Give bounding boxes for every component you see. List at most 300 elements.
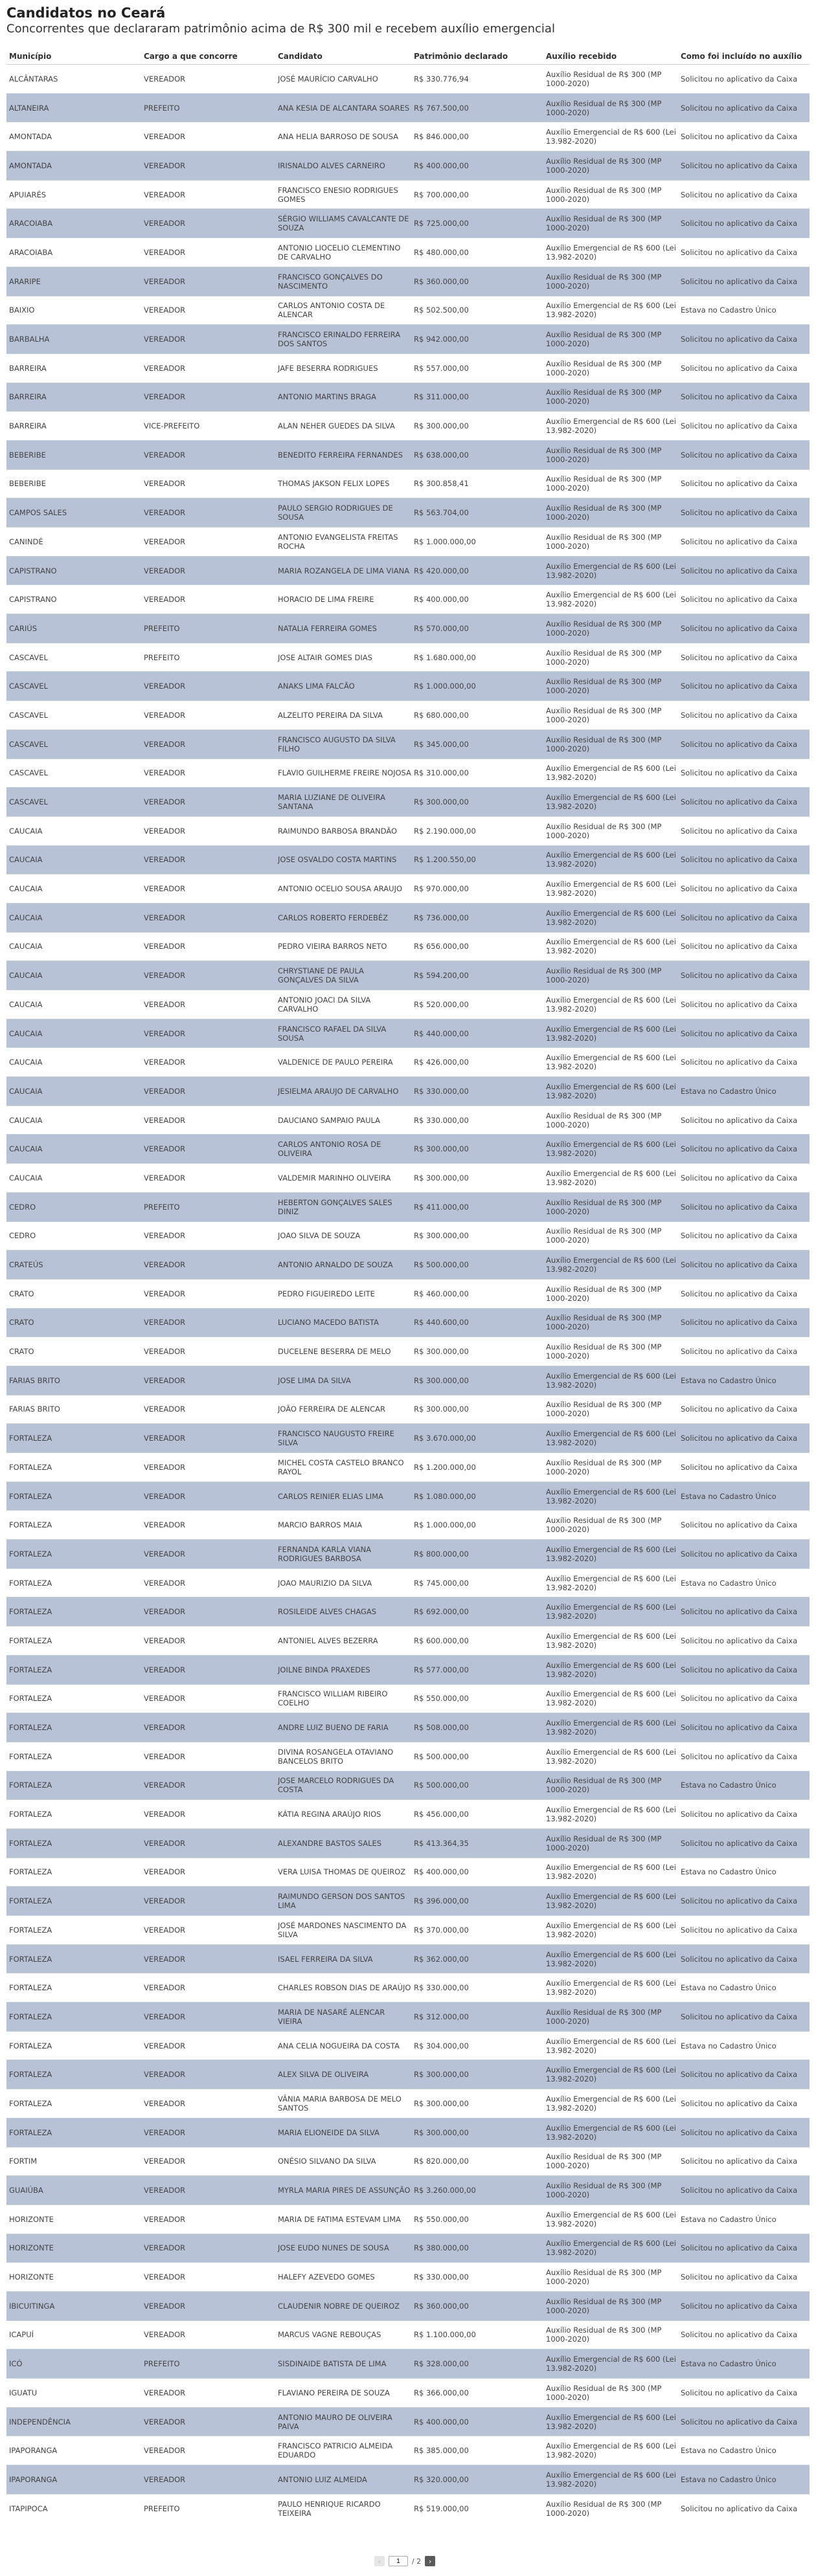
cell-inclusao: Estava no Cadastro Único	[681, 2214, 776, 2224]
cell-patrimonio: R$ 460.000,00	[414, 1289, 469, 1298]
cell-candidato: PAULO HENRIQUE RICARDO TEIXEIRA	[278, 2499, 381, 2518]
cell-cargo: PREFEITO	[144, 103, 180, 113]
cell-auxilio: Auxílio Emergencial de R$ 600 (Lei 13.982-2020)	[546, 1429, 676, 1448]
cell-inclusao: Solicitou no aplicativo da Caixa	[681, 1925, 798, 1935]
cell-auxilio: Auxílio Emergencial de R$ 600 (Lei 13.982-2020)	[546, 1544, 676, 1563]
cell-candidato: FRANCISCO ERINALDO FERREIRA DOS SANTOS	[278, 330, 401, 349]
cell-inclusao: Solicitou no aplicativo da Caixa	[681, 132, 798, 142]
prev-page-button[interactable]	[374, 2556, 385, 2566]
cell-municipio: FORTALEZA	[9, 1781, 52, 1790]
cell-cargo: VEREADOR	[144, 305, 186, 315]
cell-auxilio: Auxílio Residual de R$ 300 (MP 1000-2020)	[546, 1400, 662, 1419]
cell-municipio: FORTALEZA	[9, 1867, 52, 1877]
cell-inclusao: Solicitou no aplicativo da Caixa	[681, 1838, 798, 1848]
cell-candidato: ANTONIO LIOCELIO CLEMENTINO DE CARVALHO	[278, 243, 401, 261]
table-row	[6, 1858, 810, 1887]
table-row	[6, 1163, 810, 1192]
cell-cargo: VEREADOR	[144, 1028, 186, 1038]
cell-auxilio: Auxílio Residual de R$ 300 (MP 1000-2020)	[546, 1458, 662, 1476]
column-header-inclusao[interactable]: Como foi incluído no auxílio	[681, 51, 802, 61]
table-row	[6, 874, 810, 903]
cell-municipio: BARBALHA	[9, 335, 50, 344]
cell-patrimonio: R$ 300.000,00	[414, 1405, 469, 1414]
cell-patrimonio: R$ 440.600,00	[414, 1318, 469, 1327]
cell-candidato: PAULO SERGIO RODRIGUES DE SOUSA	[278, 504, 393, 522]
cell-cargo: VEREADOR	[144, 2272, 186, 2282]
cell-cargo: VEREADOR	[144, 219, 186, 228]
table-row	[6, 2234, 810, 2263]
cell-patrimonio: R$ 330.000,00	[414, 1086, 469, 1096]
cell-municipio: ALCÂNTARAS	[9, 74, 58, 83]
cell-inclusao: Solicitou no aplicativo da Caixa	[681, 1462, 798, 1472]
cell-inclusao: Solicitou no aplicativo da Caixa	[681, 219, 798, 228]
cell-municipio: CAUCAIA	[9, 1028, 43, 1038]
cell-municipio: CAUCAIA	[9, 913, 43, 922]
cell-auxilio: Auxílio Emergencial de R$ 600 (Lei 13.982-2020)	[546, 2412, 676, 2431]
cell-auxilio: Auxílio Emergencial de R$ 600 (Lei 13.982-2020)	[546, 590, 676, 609]
cell-patrimonio: R$ 400.000,00	[414, 2417, 469, 2426]
cell-auxilio: Auxílio Residual de R$ 300 (MP 1000-2020)	[546, 2007, 662, 2026]
cell-municipio: FORTALEZA	[9, 1925, 52, 1935]
cell-inclusao: Solicitou no aplicativo da Caixa	[681, 421, 798, 431]
cell-patrimonio: R$ 577.000,00	[414, 1665, 469, 1674]
cell-auxilio: Auxílio Emergencial de R$ 600 (Lei 13.982-2020)	[546, 908, 676, 927]
cell-candidato: ANTONIO MARTINS BRAGA	[278, 392, 377, 402]
cell-inclusao: Solicitou no aplicativo da Caixa	[681, 566, 798, 575]
cell-patrimonio: R$ 520.000,00	[414, 999, 469, 1009]
cell-municipio: IGUATU	[9, 2388, 38, 2397]
cell-auxilio: Auxílio Emergencial de R$ 600 (Lei 13.982-2020)	[546, 1979, 676, 1997]
cell-cargo: VEREADOR	[144, 2474, 186, 2484]
cell-cargo: VEREADOR	[144, 1983, 186, 1993]
table-row	[6, 2147, 810, 2176]
cell-auxilio: Auxílio Residual de R$ 300 (MP 1000-2020)	[546, 532, 662, 551]
cell-municipio: CASCAVEL	[9, 682, 48, 691]
cell-patrimonio: R$ 426.000,00	[414, 1058, 469, 1067]
cell-municipio: CASCAVEL	[9, 652, 48, 662]
cell-patrimonio: R$ 420.000,00	[414, 566, 469, 575]
cell-inclusao: Estava no Cadastro Único	[681, 1867, 776, 1877]
cell-inclusao: Solicitou no aplicativo da Caixa	[681, 2186, 798, 2195]
cell-inclusao: Solicitou no aplicativo da Caixa	[681, 450, 798, 460]
cell-auxilio: Auxílio Residual de R$ 300 (MP 1000-2020)	[546, 2499, 662, 2518]
table-row	[6, 2002, 810, 2031]
cell-patrimonio: R$ 500.000,00	[414, 1260, 469, 1270]
cell-cargo: VEREADOR	[144, 2446, 186, 2456]
cell-municipio: AMONTADA	[9, 161, 52, 170]
cell-inclusao: Estava no Cadastro Único	[681, 305, 776, 315]
cell-auxilio: Auxílio Emergencial de R$ 600 (Lei 13.982-2020)	[546, 2355, 676, 2373]
cell-municipio: FORTALEZA	[9, 1983, 52, 1993]
cell-inclusao: Solicitou no aplicativo da Caixa	[681, 2157, 798, 2166]
chevron-right-icon: ›	[429, 2557, 432, 2566]
cell-cargo: VEREADOR	[144, 276, 186, 286]
cell-municipio: CAUCAIA	[9, 855, 43, 865]
table-row	[6, 1713, 810, 1742]
cell-municipio: ARACOIABA	[9, 219, 53, 228]
cell-patrimonio: R$ 300.000,00	[414, 1347, 469, 1357]
column-header-patrimonio[interactable]: Patrimônio declarado	[414, 51, 508, 61]
page-number-input[interactable]	[389, 2556, 408, 2566]
table-row	[6, 1828, 810, 1858]
cell-cargo: VEREADOR	[144, 739, 186, 749]
table-row	[6, 440, 810, 469]
cell-municipio: HORIZONTE	[9, 2214, 54, 2224]
cell-candidato: ROSILEIDE ALVES CHAGAS	[278, 1607, 377, 1617]
cell-candidato: JESIELMA ARAUJO DE CARVALHO	[278, 1086, 399, 1096]
cell-inclusao: Solicitou no aplicativo da Caixa	[681, 1289, 798, 1298]
table-row	[6, 411, 810, 440]
cell-patrimonio: R$ 563.704,00	[414, 508, 469, 518]
cell-patrimonio: R$ 1.200.550,00	[414, 855, 476, 865]
cell-municipio: FORTALEZA	[9, 1607, 52, 1617]
table-row	[6, 1423, 810, 1452]
cell-inclusao: Estava no Cadastro Único	[681, 2359, 776, 2369]
cell-cargo: VEREADOR	[144, 392, 186, 402]
cell-patrimonio: R$ 328.000,00	[414, 2359, 469, 2369]
cell-auxilio: Auxílio Residual de R$ 300 (MP 1000-2020)	[546, 619, 662, 638]
cell-inclusao: Solicitou no aplicativo da Caixa	[681, 884, 798, 894]
cell-auxilio: Auxílio Emergencial de R$ 600 (Lei 13.982-2020)	[546, 1168, 676, 1187]
cell-candidato: FRANCISCO PATRICIO ALMEIDA EDUARDO	[278, 2441, 393, 2460]
cell-patrimonio: R$ 800.000,00	[414, 1549, 469, 1559]
cell-inclusao: Solicitou no aplicativo da Caixa	[681, 2301, 798, 2311]
cell-municipio: FORTALEZA	[9, 1434, 52, 1443]
cell-cargo: VEREADOR	[144, 1636, 186, 1645]
cell-patrimonio: R$ 3.670.000,00	[414, 1434, 476, 1443]
cell-cargo: VEREADOR	[144, 1260, 186, 1270]
cell-cargo: VEREADOR	[144, 1751, 186, 1761]
table-row	[6, 296, 810, 325]
cell-municipio: FORTALEZA	[9, 1462, 52, 1472]
cell-cargo: VEREADOR	[144, 710, 186, 720]
cell-patrimonio: R$ 550.000,00	[414, 1694, 469, 1704]
table-row	[6, 1799, 810, 1828]
cell-municipio: FORTALEZA	[9, 1491, 52, 1501]
table-row	[6, 2060, 810, 2089]
cell-auxilio: Auxílio Emergencial de R$ 600 (Lei 13.982-2020)	[546, 793, 676, 812]
cell-patrimonio: R$ 300.000,00	[414, 1173, 469, 1183]
cell-cargo: PREFEITO	[144, 1202, 180, 1212]
cell-inclusao: Solicitou no aplicativo da Caixa	[681, 999, 798, 1009]
cell-municipio: CARIÚS	[9, 623, 37, 633]
cell-municipio: ITAPIPOCA	[9, 2504, 48, 2513]
cell-municipio: CEDRO	[9, 1231, 36, 1241]
cell-cargo: VEREADOR	[144, 797, 186, 807]
cell-inclusao: Solicitou no aplicativo da Caixa	[681, 1751, 798, 1761]
cell-candidato: CHARLES ROBSON DIAS DE ARAÚJO	[278, 1983, 411, 1993]
cell-auxilio: Auxílio Residual de R$ 300 (MP 1000-2020)	[546, 821, 662, 840]
table-row	[6, 1019, 810, 1048]
cell-auxilio: Auxílio Residual de R$ 300 (MP 1000-2020)	[546, 214, 662, 233]
cell-municipio: HORIZONTE	[9, 2243, 54, 2253]
table-row	[6, 845, 810, 874]
table-row	[6, 1192, 810, 1221]
cell-auxilio: Auxílio Emergencial de R$ 600 (Lei 13.982-2020)	[546, 1024, 676, 1043]
cell-inclusao: Solicitou no aplicativo da Caixa	[681, 103, 798, 113]
cell-auxilio: Auxílio Emergencial de R$ 600 (Lei 13.982-2020)	[546, 1920, 676, 1939]
cell-auxilio: Auxílio Residual de R$ 300 (MP 1000-2020)	[546, 445, 662, 464]
cell-cargo: VEREADOR	[144, 2070, 186, 2080]
page-subtitle: Concorrentes que declararam patrimônio acima de R$ 300 mil e recebem auxílio emergencial	[6, 22, 555, 36]
cell-candidato: MARCUS VAGNE REBOUÇAS	[278, 2330, 381, 2340]
cell-candidato: ANA CELIA NOGUEIRA DA COSTA	[278, 2041, 400, 2050]
cell-patrimonio: R$ 767.500,00	[414, 103, 469, 113]
cell-patrimonio: R$ 502.500,00	[414, 305, 469, 315]
table-header	[6, 48, 810, 64]
cell-auxilio: Auxílio Emergencial de R$ 600 (Lei 13.982-2020)	[546, 1256, 676, 1274]
cell-patrimonio: R$ 400.000,00	[414, 1867, 469, 1877]
cell-municipio: INDEPENDÊNCIA	[9, 2417, 71, 2426]
cell-municipio: HORIZONTE	[9, 2272, 54, 2282]
cell-cargo: VEREADOR	[144, 971, 186, 981]
cell-cargo: VEREADOR	[144, 1549, 186, 1559]
cell-cargo: VEREADOR	[144, 1954, 186, 1964]
cell-candidato: MYRLA MARIA PIRES DE ASSUNÇÃO	[278, 2186, 411, 2195]
cell-candidato: VALDEMIR MARINHO OLIVEIRA	[278, 1173, 391, 1183]
table-row	[6, 208, 810, 238]
cell-candidato: LUCIANO MACEDO BATISTA	[278, 1318, 379, 1327]
cell-candidato: SISDINAIDE BATISTA DE LIMA	[278, 2359, 387, 2369]
table-row	[6, 2436, 810, 2465]
cell-patrimonio: R$ 557.000,00	[414, 363, 469, 373]
cell-municipio: FORTALEZA	[9, 1810, 52, 1819]
cell-auxilio: Auxílio Emergencial de R$ 600 (Lei 13.982-2020)	[546, 1892, 676, 1911]
cell-cargo: VEREADOR	[144, 1115, 186, 1125]
cell-cargo: VEREADOR	[144, 247, 186, 257]
table-row	[6, 2118, 810, 2147]
cell-cargo: PREFEITO	[144, 652, 180, 662]
cell-candidato: JAFE BESERRA RODRIGUES	[278, 363, 378, 373]
cell-auxilio: Auxílio Emergencial de R$ 600 (Lei 13.982-2020)	[546, 2036, 676, 2055]
cell-auxilio: Auxílio Residual de R$ 300 (MP 1000-2020)	[546, 388, 662, 406]
cell-municipio: BEBERIBE	[9, 479, 46, 489]
cell-municipio: CAUCAIA	[9, 942, 43, 951]
table-row	[6, 1684, 810, 1713]
cell-inclusao: Solicitou no aplicativo da Caixa	[681, 1665, 798, 1674]
cell-auxilio: Auxílio Emergencial de R$ 600 (Lei 13.982-2020)	[546, 1718, 676, 1737]
cell-candidato: ANA HELIA BARROSO DE SOUSA	[278, 132, 398, 142]
cell-patrimonio: R$ 456.000,00	[414, 1810, 469, 1819]
table-row	[6, 614, 810, 643]
cell-patrimonio: R$ 2.190.000,00	[414, 826, 476, 836]
cell-candidato: HALEFY AZEVEDO GOMES	[278, 2272, 375, 2282]
cell-candidato: FRANCISCO GONÇALVES DO NASCIMENTO	[278, 272, 383, 291]
cell-municipio: FORTALEZA	[9, 2127, 52, 2137]
table-row	[6, 1047, 810, 1076]
cell-auxilio: Auxílio Emergencial de R$ 600 (Lei 13.982-2020)	[546, 1631, 676, 1650]
cell-inclusao: Solicitou no aplicativo da Caixa	[681, 2388, 798, 2397]
cell-inclusao: Solicitou no aplicativo da Caixa	[681, 161, 798, 170]
cell-candidato: MARIA LUZIANE DE OLIVEIRA SANTANA	[278, 793, 385, 812]
cell-patrimonio: R$ 600.000,00	[414, 1636, 469, 1645]
column-header-auxilio[interactable]: Auxílio recebido	[546, 51, 617, 61]
cell-patrimonio: R$ 700.000,00	[414, 190, 469, 199]
cell-inclusao: Solicitou no aplicativo da Caixa	[681, 1347, 798, 1357]
cell-patrimonio: R$ 480.000,00	[414, 247, 469, 257]
cell-candidato: RAIMUNDO BARBOSA BRANDÃO	[278, 826, 398, 836]
table-row	[6, 1915, 810, 1944]
cell-candidato: ALAN NEHER GUEDES DA SILVA	[278, 421, 395, 431]
cell-inclusao: Solicitou no aplicativo da Caixa	[681, 276, 798, 286]
cell-patrimonio: R$ 400.000,00	[414, 595, 469, 605]
cell-patrimonio: R$ 820.000,00	[414, 2157, 469, 2166]
cell-inclusao: Solicitou no aplicativo da Caixa	[681, 1058, 798, 1067]
cell-patrimonio: R$ 300.000,00	[414, 2070, 469, 2080]
cell-inclusao: Solicitou no aplicativo da Caixa	[681, 1896, 798, 1906]
cell-candidato: JOILNE BINDA PRAXEDES	[278, 1665, 370, 1674]
cell-inclusao: Solicitou no aplicativo da Caixa	[681, 537, 798, 546]
cell-cargo: VEREADOR	[144, 161, 186, 170]
column-header-cargo[interactable]: Cargo a que concorre	[144, 51, 238, 61]
cell-candidato: BENEDITO FERREIRA FERNANDES	[278, 450, 403, 460]
cell-candidato: MARIA ELIONEIDE DA SILVA	[278, 2127, 380, 2137]
cell-auxilio: Auxílio Emergencial de R$ 600 (Lei 13.982-2020)	[546, 561, 676, 580]
table-row	[6, 1337, 810, 1366]
cell-auxilio: Auxílio Residual de R$ 300 (MP 1000-2020)	[546, 677, 662, 696]
cell-inclusao: Solicitou no aplicativo da Caixa	[681, 1202, 798, 1212]
cell-patrimonio: R$ 745.000,00	[414, 1578, 469, 1588]
table-row	[6, 643, 810, 672]
cell-municipio: FARIAS BRITO	[9, 1375, 60, 1385]
cell-auxilio: Auxílio Residual de R$ 300 (MP 1000-2020)	[546, 185, 662, 204]
cell-candidato: ANTONIO MAURO DE OLIVEIRA PAIVA	[278, 2412, 392, 2431]
cell-inclusao: Estava no Cadastro Único	[681, 2446, 776, 2456]
cell-auxilio: Auxílio Emergencial de R$ 600 (Lei 13.982-2020)	[546, 880, 676, 898]
cell-candidato: ANTONIO EVANGELISTA FREITAS ROCHA	[278, 532, 398, 551]
table-row	[6, 2349, 810, 2378]
cell-municipio: FORTALEZA	[9, 2070, 52, 2080]
cell-inclusao: Solicitou no aplicativo da Caixa	[681, 247, 798, 257]
cell-patrimonio: R$ 3.260.000,00	[414, 2186, 476, 2195]
cell-auxilio: Auxílio Emergencial de R$ 600 (Lei 13.982-2020)	[546, 764, 676, 783]
cell-auxilio: Auxílio Emergencial de R$ 600 (Lei 13.982-2020)	[546, 995, 676, 1014]
cell-candidato: JOSÉ MAURÍCIO CARVALHO	[278, 74, 378, 83]
column-header-municipio[interactable]: Município	[9, 51, 52, 61]
cell-patrimonio: R$ 440.000,00	[414, 1028, 469, 1038]
cell-candidato: JOÃO FERREIRA DE ALENCAR	[278, 1405, 385, 1414]
table-row	[6, 238, 810, 267]
cell-patrimonio: R$ 360.000,00	[414, 276, 469, 286]
cell-municipio: CAUCAIA	[9, 826, 43, 836]
cell-candidato: ISAEL FERREIRA DA SILVA	[278, 1954, 373, 1964]
cell-municipio: CASCAVEL	[9, 768, 48, 778]
column-header-candidato[interactable]: Candidato	[278, 51, 323, 61]
cell-auxilio: Auxílio Residual de R$ 300 (MP 1000-2020)	[546, 474, 662, 493]
cell-municipio: FORTALEZA	[9, 1723, 52, 1733]
cell-cargo: VEREADOR	[144, 335, 186, 344]
table-row	[6, 2204, 810, 2234]
cell-cargo: VEREADOR	[144, 1665, 186, 1674]
cell-candidato: ANA KESIA DE ALCANTARA SOARES	[278, 103, 410, 113]
cell-patrimonio: R$ 370.000,00	[414, 1925, 469, 1935]
table-row	[6, 93, 810, 122]
cell-auxilio: Auxílio Emergencial de R$ 600 (Lei 13.982-2020)	[546, 2470, 676, 2489]
cell-auxilio: Auxílio Residual de R$ 300 (MP 1000-2020)	[546, 272, 662, 291]
cell-auxilio: Auxílio Residual de R$ 300 (MP 1000-2020)	[546, 2296, 662, 2315]
cell-auxilio: Auxílio Emergencial de R$ 600 (Lei 13.982-2020)	[546, 2210, 676, 2228]
cell-candidato: FRANCISCO WILLIAM RIBEIRO COELHO	[278, 1689, 388, 1708]
cell-municipio: FORTIM	[9, 2157, 38, 2166]
cell-inclusao: Solicitou no aplicativo da Caixa	[681, 190, 798, 199]
cell-patrimonio: R$ 300.000,00	[414, 1144, 469, 1154]
cell-auxilio: Auxílio Emergencial de R$ 600 (Lei 13.982-2020)	[546, 1747, 676, 1766]
cell-auxilio: Auxílio Residual de R$ 300 (MP 1000-2020)	[546, 2181, 662, 2200]
cell-auxilio: Auxílio Emergencial de R$ 600 (Lei 13.982-2020)	[546, 1949, 676, 1968]
table-row	[6, 1742, 810, 1771]
cell-municipio: CEDRO	[9, 1202, 36, 1212]
table-row	[6, 1539, 810, 1568]
cell-inclusao: Solicitou no aplicativo da Caixa	[681, 2330, 798, 2340]
cell-inclusao: Solicitou no aplicativo da Caixa	[681, 508, 798, 518]
cell-patrimonio: R$ 638.000,00	[414, 450, 469, 460]
cell-inclusao: Estava no Cadastro Único	[681, 1375, 776, 1385]
cell-candidato: CARLOS REINIER ELIAS LIMA	[278, 1491, 383, 1501]
table-row	[6, 903, 810, 932]
cell-cargo: VEREADOR	[144, 1289, 186, 1298]
cell-cargo: VEREADOR	[144, 1375, 186, 1385]
cell-auxilio: Auxílio Emergencial de R$ 600 (Lei 13.982-2020)	[546, 2065, 676, 2084]
cell-cargo: VEREADOR	[144, 2127, 186, 2137]
table-row	[6, 2031, 810, 2060]
cell-cargo: VEREADOR	[144, 1694, 186, 1704]
cell-candidato: PEDRO FIGUEIREDO LEITE	[278, 1289, 375, 1298]
cell-cargo: VEREADOR	[144, 566, 186, 575]
cell-patrimonio: R$ 1.100.000,00	[414, 2330, 476, 2340]
cell-inclusao: Solicitou no aplicativo da Caixa	[681, 1318, 798, 1327]
cell-patrimonio: R$ 692.000,00	[414, 1607, 469, 1617]
cell-patrimonio: R$ 725.000,00	[414, 219, 469, 228]
next-page-button[interactable]	[425, 2556, 435, 2566]
cell-auxilio: Auxílio Residual de R$ 300 (MP 1000-2020)	[546, 359, 662, 377]
cell-auxilio: Auxílio Residual de R$ 300 (MP 1000-2020)	[546, 1516, 662, 1535]
cell-inclusao: Solicitou no aplicativo da Caixa	[681, 1144, 798, 1154]
cell-municipio: CAUCAIA	[9, 1058, 43, 1067]
cell-inclusao: Solicitou no aplicativo da Caixa	[681, 2012, 798, 2021]
cell-cargo: VEREADOR	[144, 1405, 186, 1414]
cell-candidato: SÉRGIO WILLIAMS CAVALCANTE DE SOUZA	[278, 214, 409, 233]
cell-cargo: VEREADOR	[144, 1607, 186, 1617]
cell-patrimonio: R$ 846.000,00	[414, 132, 469, 142]
cell-inclusao: Solicitou no aplicativo da Caixa	[681, 1405, 798, 1414]
cell-municipio: FORTALEZA	[9, 1694, 52, 1704]
table-row	[6, 1597, 810, 1626]
cell-cargo: VEREADOR	[144, 2186, 186, 2195]
cell-auxilio: Auxílio Emergencial de R$ 600 (Lei 13.982-2020)	[546, 1660, 676, 1679]
cell-candidato: ANTONIO JOACI DA SILVA CARVALHO	[278, 995, 371, 1014]
cell-cargo: VEREADOR	[144, 1462, 186, 1472]
cell-auxilio: Auxílio Emergencial de R$ 600 (Lei 13.982-2020)	[546, 1371, 676, 1390]
cell-patrimonio: R$ 680.000,00	[414, 710, 469, 720]
cell-candidato: ONÉSIO SILVANO DA SILVA	[278, 2157, 376, 2166]
table-row	[6, 1134, 810, 1163]
cell-candidato: NATALIA FERREIRA GOMES	[278, 623, 377, 633]
cell-auxilio: Auxílio Residual de R$ 300 (MP 1000-2020)	[546, 966, 662, 985]
cell-cargo: VEREADOR	[144, 537, 186, 546]
table-row	[6, 324, 810, 353]
cell-cargo: VEREADOR	[144, 190, 186, 199]
cell-auxilio: Auxílio Residual de R$ 300 (MP 1000-2020)	[546, 1227, 662, 1245]
table-row	[6, 151, 810, 180]
cell-inclusao: Estava no Cadastro Único	[681, 2474, 776, 2484]
cell-patrimonio: R$ 570.000,00	[414, 623, 469, 633]
cell-candidato: FRANCISCO RAFAEL DA SILVA SOUSA	[278, 1024, 387, 1043]
cell-auxilio: Auxílio Residual de R$ 300 (MP 1000-2020)	[546, 1284, 662, 1303]
cell-candidato: FRANCISCO AUGUSTO DA SILVA FILHO	[278, 735, 396, 753]
cell-inclusao: Estava no Cadastro Único	[681, 1086, 776, 1096]
cell-inclusao: Solicitou no aplicativo da Caixa	[681, 2098, 798, 2108]
cell-auxilio: Auxílio Emergencial de R$ 600 (Lei 13.982-2020)	[546, 301, 676, 320]
